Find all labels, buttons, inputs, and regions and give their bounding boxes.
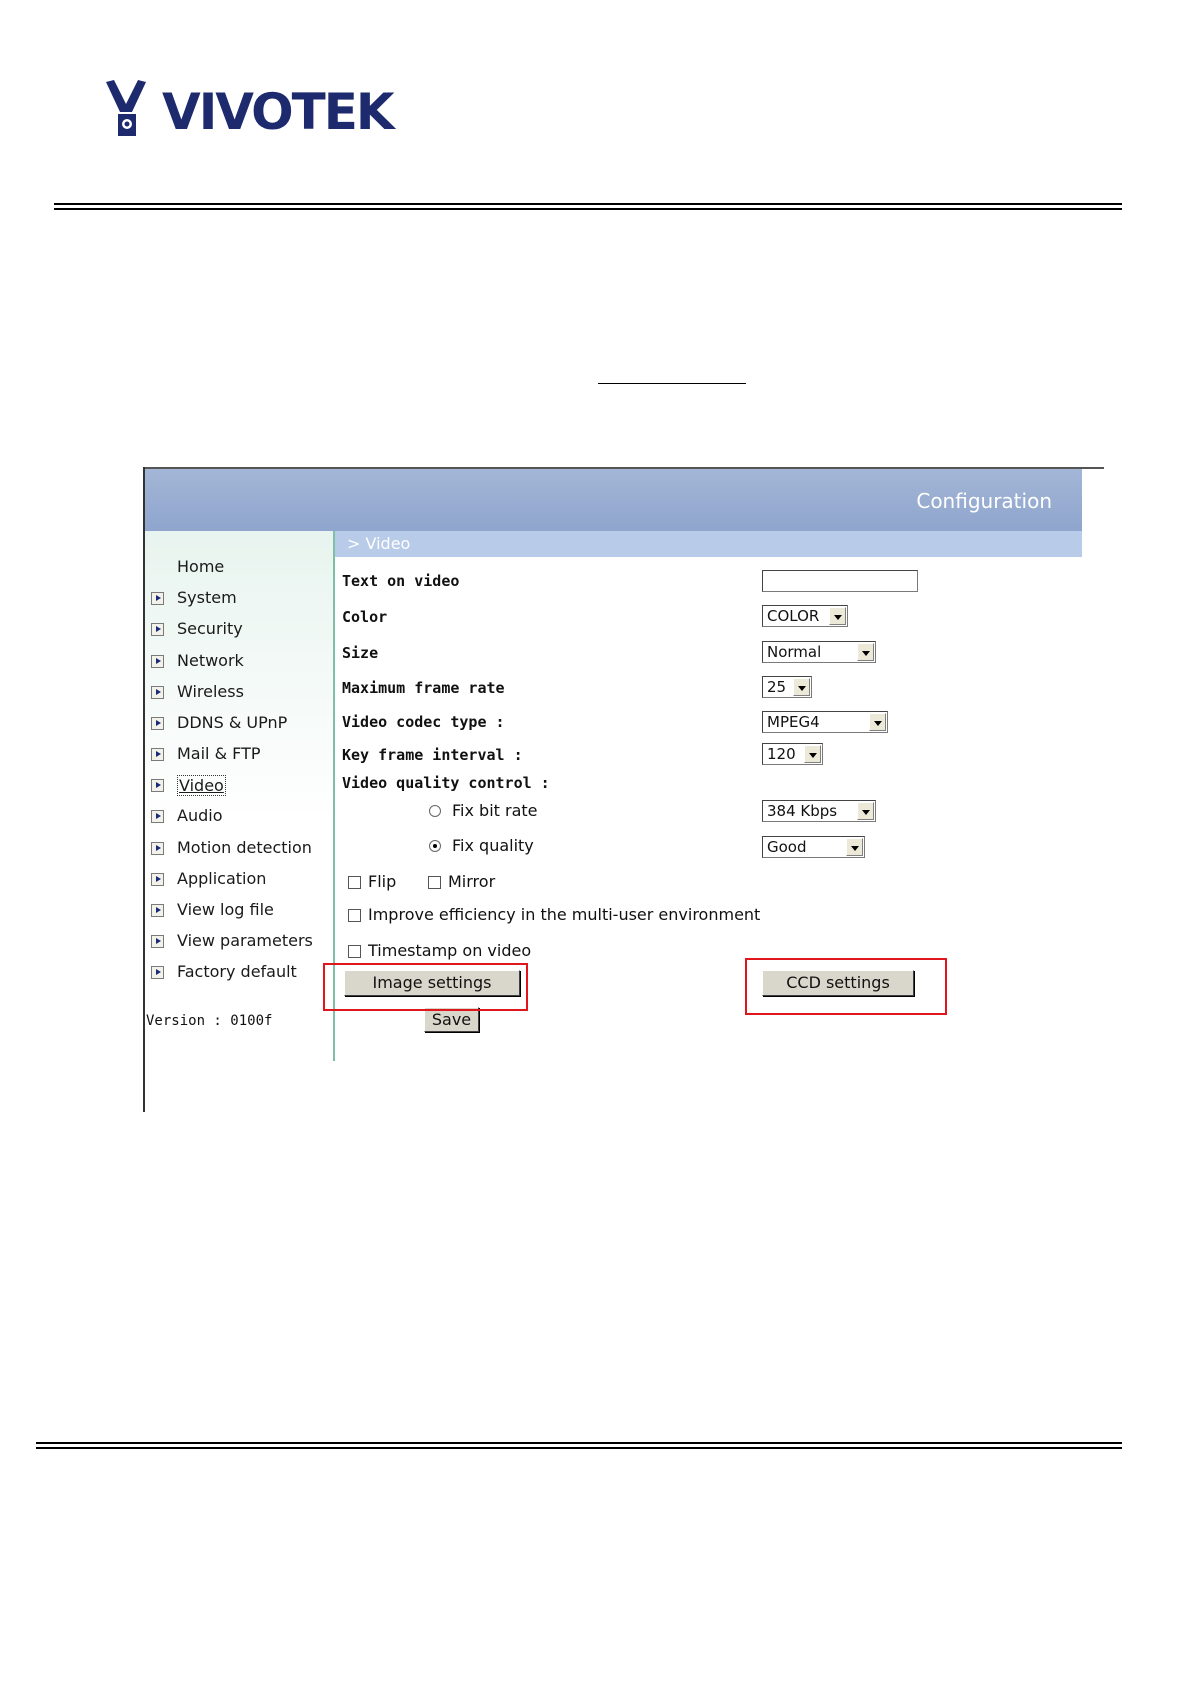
sidebar-item-view-parameters[interactable] (145, 929, 331, 955)
mirror-checkbox[interactable] (428, 876, 441, 889)
arrow-right-icon (151, 873, 164, 886)
fix-quality-label: Fix quality (452, 836, 534, 855)
arrow-right-icon (151, 748, 164, 761)
arrow-right-icon (151, 842, 164, 855)
video-codec-label: Video codec type : (342, 713, 505, 731)
mirror-label: Mirror (448, 872, 496, 891)
key-frame-select-value: 120 (767, 745, 796, 763)
chevron-down-icon[interactable] (857, 802, 874, 820)
codec-select[interactable] (762, 711, 888, 733)
sidebar-item-audio[interactable] (145, 804, 331, 830)
sidebar-item-ddns-upnp[interactable] (145, 711, 331, 737)
sidebar-item-factory-default[interactable] (145, 960, 331, 986)
sidebar-item-video[interactable] (145, 773, 331, 799)
flip-checkbox[interactable] (348, 876, 361, 889)
size-select-value: Normal (767, 643, 822, 661)
camera-logo-icon (104, 78, 160, 140)
breadcrumb: > Video (347, 534, 411, 553)
chevron-down-icon[interactable] (869, 713, 886, 731)
chevron-down-icon[interactable] (829, 607, 846, 625)
ccd-settings-button[interactable]: CCD settings (762, 970, 914, 996)
sidebar-item-label: Motion detection (177, 838, 312, 857)
flip-label: Flip (368, 872, 397, 891)
improve-efficiency-checkbox[interactable] (348, 909, 361, 922)
sidebar-item-label: Factory default (177, 962, 297, 981)
save-button[interactable]: Save (424, 1007, 479, 1032)
image-settings-button[interactable]: Image settings (344, 970, 520, 996)
chevron-down-icon[interactable] (804, 745, 821, 763)
sidebar-item-label: Network (177, 651, 244, 670)
video-quality-control-label: Video quality control : (342, 774, 550, 792)
frame-rate-select-value: 25 (767, 678, 787, 696)
image-settings-highlight (323, 963, 528, 1011)
sidebar-item-home[interactable] (145, 555, 331, 581)
fix-bit-rate-radio[interactable] (429, 805, 441, 817)
sidebar-item-label: View log file (177, 900, 274, 919)
sidebar-item-motion-detection[interactable] (145, 836, 331, 862)
arrow-right-icon (151, 717, 164, 730)
config-banner (145, 469, 1082, 531)
sidebar-item-mail-ftp[interactable] (145, 742, 331, 768)
arrow-right-icon (151, 686, 164, 699)
sidebar-item-label: Video (179, 776, 224, 795)
ccd-settings-highlight (745, 958, 947, 1015)
sidebar-item-label: System (177, 588, 237, 607)
key-frame-interval-label: Key frame interval : (342, 746, 523, 764)
timestamp-checkbox[interactable] (348, 945, 361, 958)
sidebar-item-label: Application (177, 869, 267, 888)
bit-rate-select-value: 384 Kbps (767, 802, 838, 820)
vivotek-logo (104, 78, 393, 148)
sidebar-item-network[interactable] (145, 649, 331, 675)
arrow-right-icon (151, 623, 164, 636)
sidebar-item-application[interactable] (145, 867, 331, 893)
sidebar (145, 531, 335, 1061)
color-label: Color (342, 608, 388, 626)
sidebar-item-wireless[interactable] (145, 680, 331, 706)
frame-rate-select[interactable] (762, 676, 812, 698)
chevron-down-icon[interactable] (846, 838, 863, 856)
sidebar-item-label: Audio (177, 806, 223, 825)
sidebar-item-label: Security (177, 619, 243, 638)
bit-rate-select[interactable] (762, 800, 876, 822)
sidebar-item-label: View parameters (177, 931, 313, 950)
text-on-video-input[interactable] (762, 570, 918, 592)
sidebar-item-security[interactable] (145, 617, 331, 643)
page-title: Configuration (916, 489, 1052, 513)
sidebar-item-view-log-file[interactable] (145, 898, 331, 924)
color-select-value: COLOR (767, 607, 820, 625)
arrow-right-icon (151, 779, 164, 792)
quality-select[interactable] (762, 836, 865, 858)
arrow-right-icon (151, 592, 164, 605)
key-frame-select[interactable] (762, 743, 823, 765)
codec-select-value: MPEG4 (767, 713, 820, 731)
size-label: Size (342, 644, 379, 662)
breadcrumb-bar (335, 531, 1082, 557)
quality-select-value: Good (767, 838, 807, 856)
top-divider (54, 203, 1122, 210)
sidebar-item-system[interactable] (145, 586, 331, 612)
arrow-right-icon (151, 655, 164, 668)
fix-quality-radio[interactable] (429, 840, 441, 852)
arrow-right-icon (151, 966, 164, 979)
max-frame-rate-label: Maximum frame rate (342, 679, 505, 697)
arrow-right-icon (151, 810, 164, 823)
text-on-video-label: Text on video (342, 572, 460, 590)
sidebar-item-label: Mail & FTP (177, 744, 261, 763)
fix-bit-rate-label: Fix bit rate (452, 801, 538, 820)
arrow-right-icon (151, 935, 164, 948)
chevron-down-icon[interactable] (857, 643, 874, 661)
logo-text: VIVOTEK (162, 83, 393, 141)
improve-efficiency-label: Improve efficiency in the multi-user environment (368, 905, 761, 924)
version-text: Version : 0100f (146, 1013, 273, 1029)
color-select[interactable] (762, 605, 848, 627)
bottom-divider (36, 1442, 1122, 1449)
arrow-right-icon (151, 904, 164, 917)
sidebar-item-label: Home (177, 557, 225, 576)
chevron-down-icon[interactable] (793, 678, 810, 696)
short-underline (598, 383, 746, 384)
sidebar-item-label: Wireless (177, 682, 244, 701)
sidebar-item-label: DDNS & UPnP (177, 713, 288, 732)
size-select[interactable] (762, 641, 876, 663)
timestamp-label: Timestamp on video (368, 941, 532, 960)
